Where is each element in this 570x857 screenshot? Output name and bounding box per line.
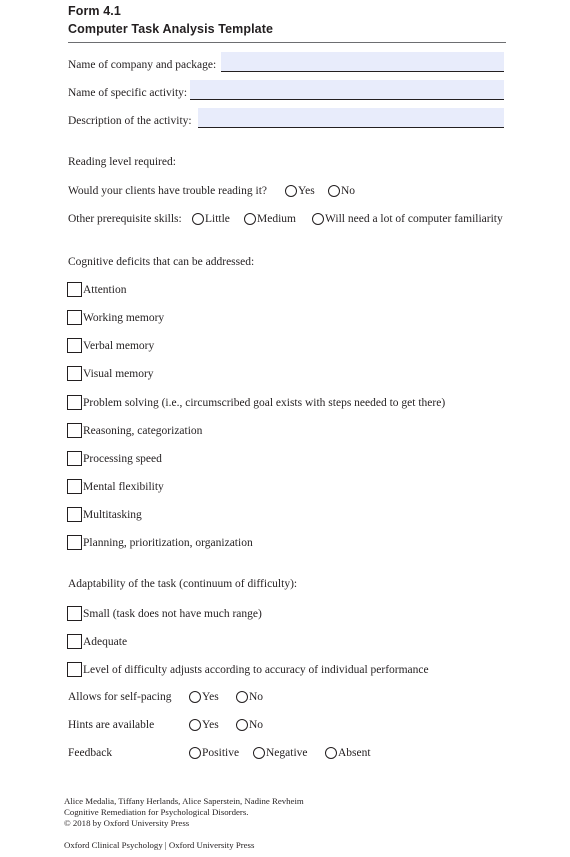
cognitive-label: Cognitive deficits that can be addressed: <box>68 256 255 268</box>
checkbox-icon[interactable] <box>67 507 82 522</box>
radio-icon[interactable] <box>189 747 201 759</box>
checkbox-icon[interactable] <box>67 479 82 494</box>
option-label: No <box>249 719 264 731</box>
checkbox-icon[interactable] <box>67 535 82 550</box>
footer-copyright: © 2018 by Oxford University Press <box>64 818 190 828</box>
self-pacing-no-option[interactable] <box>236 691 263 703</box>
description-label: Description of the activity: <box>68 115 192 127</box>
activity-field[interactable] <box>190 80 504 100</box>
reading-level-label: Reading level required: <box>68 156 176 168</box>
cognitive-item-visual-memory[interactable] <box>67 366 154 381</box>
hints-label: Hints are available <box>68 719 155 731</box>
self-pacing-yes-option[interactable] <box>189 691 219 703</box>
checkbox-label: Planning, prioritization, organization <box>83 536 253 549</box>
checkbox-icon[interactable] <box>67 451 82 466</box>
checkbox-icon[interactable] <box>67 310 82 325</box>
cognitive-item-mental-flexibility[interactable] <box>67 479 164 494</box>
radio-icon[interactable] <box>192 213 204 225</box>
option-label: Yes <box>202 719 219 731</box>
cognitive-item-processing-speed[interactable] <box>67 451 162 466</box>
prereq-lot-option[interactable] <box>312 213 503 225</box>
checkbox-label: Verbal memory <box>83 339 155 352</box>
radio-icon[interactable] <box>236 691 248 703</box>
cognitive-item-reasoning[interactable] <box>67 423 202 438</box>
feedback-label: Feedback <box>68 747 113 759</box>
radio-icon[interactable] <box>312 213 324 225</box>
checkbox-label: Mental flexibility <box>83 480 164 493</box>
activity-label: Name of specific activity: <box>68 87 188 99</box>
radio-icon[interactable] <box>189 719 201 731</box>
checkbox-label: Visual memory <box>83 367 154 380</box>
prereq-little-option[interactable] <box>192 213 230 225</box>
checkbox-label: Small (task does not have much range) <box>83 607 262 620</box>
checkbox-icon[interactable] <box>67 423 82 438</box>
prereq-label: Other prerequisite skills: <box>68 213 182 225</box>
adaptability-label: Adaptability of the task (continuum of difficulty): <box>68 578 298 590</box>
option-label: Negative <box>266 747 308 759</box>
checkbox-icon[interactable] <box>67 662 82 677</box>
radio-icon[interactable] <box>253 747 265 759</box>
option-label: Absent <box>338 747 371 759</box>
form-title: Computer Task Analysis Template <box>68 22 274 36</box>
option-label: Yes <box>202 691 219 703</box>
form-number: Form 4.1 <box>68 4 121 18</box>
checkbox-label: Processing speed <box>83 452 162 465</box>
cognitive-item-attention[interactable] <box>67 282 126 297</box>
cognitive-item-problem-solving[interactable] <box>67 395 445 410</box>
footer-book: Cognitive Remediation for Psychological Disorders. <box>64 807 249 817</box>
radio-icon[interactable] <box>328 185 340 197</box>
hints-no-option[interactable] <box>236 719 263 731</box>
checkbox-label: Attention <box>83 283 127 296</box>
checkbox-icon[interactable] <box>67 282 82 297</box>
cognitive-item-multitasking[interactable] <box>67 507 142 522</box>
radio-icon[interactable] <box>325 747 337 759</box>
checkbox-icon[interactable] <box>67 606 82 621</box>
feedback-positive-option[interactable] <box>189 747 239 759</box>
option-label: Will need a lot of computer familiarity <box>325 213 503 225</box>
radio-icon[interactable] <box>236 719 248 731</box>
cognitive-item-working-memory[interactable] <box>67 310 164 325</box>
adaptability-item-adequate[interactable] <box>67 634 127 649</box>
hints-yes-option[interactable] <box>189 719 219 731</box>
description-field[interactable] <box>198 108 504 128</box>
option-label: Positive <box>202 747 240 759</box>
checkbox-label: Level of difficulty adjusts according to accuracy of individual performance <box>83 663 429 676</box>
option-label: No <box>249 691 264 703</box>
company-label: Name of company and package: <box>68 59 217 71</box>
cognitive-item-planning[interactable] <box>67 535 253 550</box>
checkbox-label: Problem solving (i.e., circumscribed goal exists with steps needed to get there) <box>83 396 446 409</box>
radio-icon[interactable] <box>285 185 297 197</box>
header-rule <box>68 42 506 43</box>
cognitive-item-verbal-memory[interactable] <box>67 338 154 353</box>
checkbox-label: Working memory <box>83 311 165 324</box>
checkbox-icon[interactable] <box>67 395 82 410</box>
radio-icon[interactable] <box>244 213 256 225</box>
option-label: No <box>341 185 356 197</box>
prereq-medium-option[interactable] <box>244 213 296 225</box>
feedback-negative-option[interactable] <box>253 747 308 759</box>
checkbox-icon[interactable] <box>67 338 82 353</box>
self-pacing-label: Allows for self-pacing <box>68 691 172 703</box>
option-label: Yes <box>298 185 315 197</box>
option-label: Medium <box>257 213 296 225</box>
feedback-absent-option[interactable] <box>325 747 371 759</box>
footer-authors: Alice Medalia, Tiffany Herlands, Alice Saperstein, Nadine Revheim <box>64 796 304 806</box>
reading-trouble-label: Would your clients have trouble reading it? <box>68 185 267 197</box>
option-label: Little <box>205 213 230 225</box>
company-field[interactable] <box>221 52 504 72</box>
radio-icon[interactable] <box>189 691 201 703</box>
checkbox-label: Adequate <box>83 635 128 648</box>
checkbox-label: Multitasking <box>83 508 142 521</box>
checkbox-label: Reasoning, categorization <box>83 424 203 437</box>
checkbox-icon[interactable] <box>67 366 82 381</box>
adaptability-item-small[interactable] <box>67 606 262 621</box>
adaptability-item-adjusts[interactable] <box>67 662 429 677</box>
footer-series: Oxford Clinical Psychology | Oxford University Press <box>64 840 255 850</box>
reading-yes-option[interactable] <box>285 185 315 197</box>
checkbox-icon[interactable] <box>67 634 82 649</box>
reading-no-option[interactable] <box>328 185 355 197</box>
